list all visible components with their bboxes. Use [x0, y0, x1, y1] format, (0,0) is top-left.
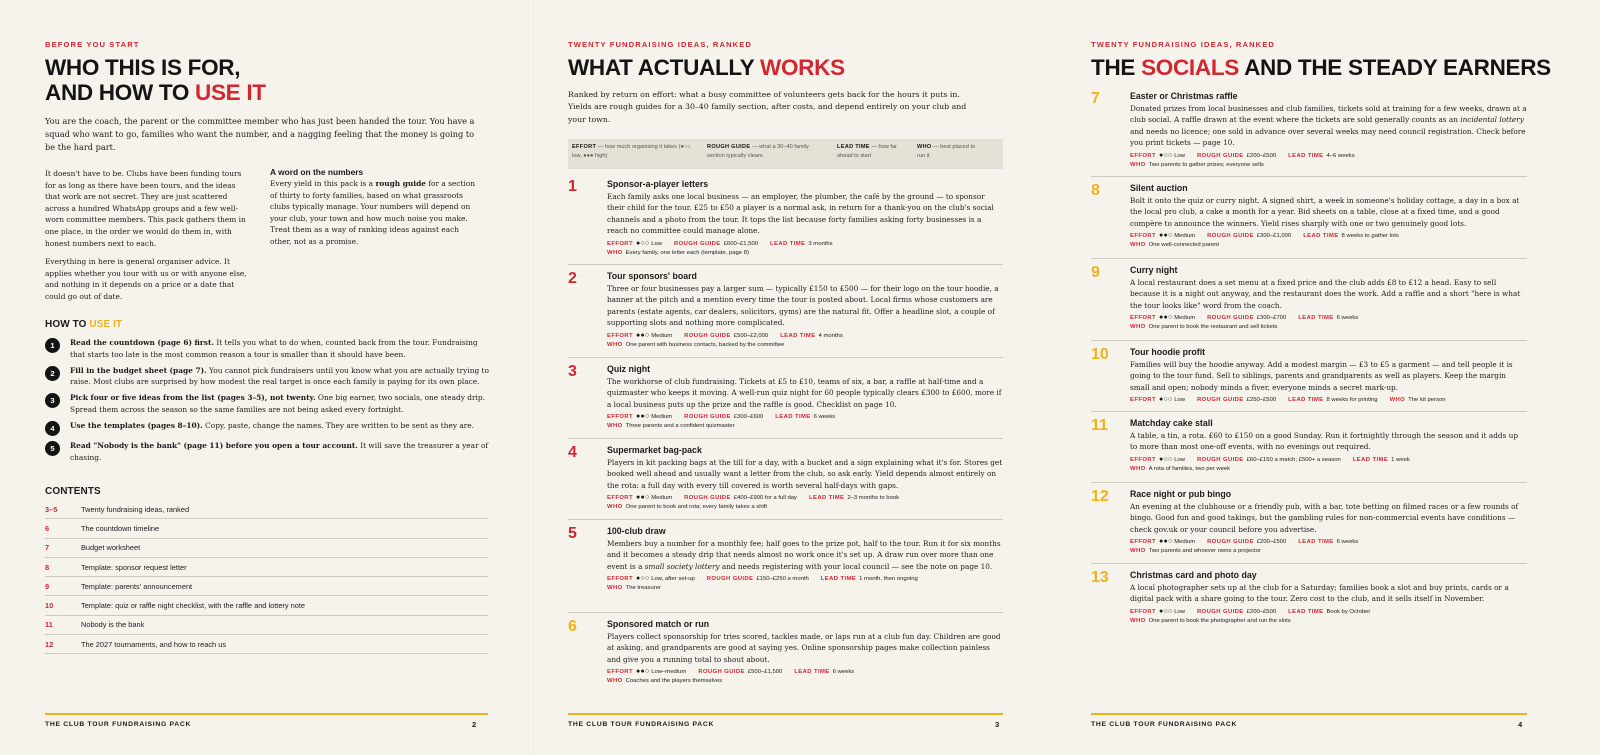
idea-who: WHO One parent with business contacts, backed by the committee — [607, 341, 785, 348]
title-highlight: SOCIALS — [1141, 55, 1239, 80]
contents-row[interactable]: 9 Template: parents' announcement — [45, 577, 488, 596]
idea-meta: EFFORT ●○○ Low ROUGH GUIDE £200–£500 LEAD TIME Book by October — [1130, 607, 1371, 615]
legend-lead: LEAD TIME — how far ahead to start — [837, 144, 897, 159]
idea-rank: 12 — [1091, 488, 1109, 505]
title-line-1: WHO THIS IS FOR, — [45, 55, 241, 80]
contents-row[interactable]: 12 The 2027 tournaments, and how to reach us — [45, 635, 488, 654]
idea-meta: EFFORT ●●○ Medium ROUGH GUIDE £300–£700 LEAD TIME 6 weeks — [1130, 314, 1359, 322]
contents-row[interactable]: 6 The countdown timeline — [45, 519, 488, 538]
legend-effort: EFFORT — how much organising it takes (●○○ low, ●●● high) — [572, 144, 691, 159]
idea-rank: 4 — [568, 444, 577, 461]
divider — [568, 612, 1003, 613]
footer-title: THE CLUB TOUR FUNDRAISING PACK — [1091, 721, 1238, 728]
idea-description: An evening at the clubhouse or a friendly pub, with a bar, tote betting on filmed races or a few rounds of bingo. Good fun and good takings, but the gambling rules for non-commercial events have conditions — check gov.uk or your council before you advertise. — [1130, 502, 1519, 534]
idea-title: Quiz night — [607, 364, 650, 374]
contents-row[interactable]: 7 Budget worksheet — [45, 539, 488, 558]
idea-description: A local restaurant does a set menu at a fixed price and the club adds £8 to £12 a head. Easy to sell because it is a night out anyway, and the restaurant does the work. Add a raffle and a short "here is what the tour looks like" word from the coach. — [1130, 278, 1521, 310]
divider — [1091, 258, 1527, 259]
idea-rank: 11 — [1091, 417, 1108, 434]
contents-row[interactable]: 3–5 Twenty fundraising ideas, ranked — [45, 500, 488, 519]
idea-meta: EFFORT ●●○ Medium ROUGH GUIDE £500–£2,000 LEAD TIME 4 months — [607, 331, 843, 339]
step-item: 1 Read the countdown (page 6) first. It tells you what to do when, counted back from the tour. Fundraising that starts too late is the most common reason a tour is smaller than it should have been. — [45, 337, 495, 361]
lead-paragraph: Ranked by return on effort: what a busy committee of volunteers gets back for the hours it puts in. Yields are rough guides for a 30–40 family section, after costs, and depend entirely on your club and your town. — [568, 90, 967, 124]
step-item: 5 Read "Nobody is the bank" (page 11) before you open a tour account. It will save the treasurer a year of chasing. — [45, 440, 495, 464]
idea-description: Donated prizes from local businesses and club families, tickets sold at training for a few weeks, drawn at a club social. A raffle drawn at the event where the tickets are sold generally counts as an incidental lottery and needs no licence; one sold in advance over several weeks may need council registration. Check before you print tickets — page 10. — [1130, 104, 1527, 148]
idea-who: WHO Two parents to gather prizes; everyone sells — [1130, 161, 1264, 168]
idea-who: WHO One parent to book the photographer and run the slots — [1130, 617, 1291, 624]
idea-title: Race night or pub bingo — [1130, 489, 1232, 499]
page-number: 4 — [1518, 720, 1523, 729]
page-kicker: TWENTY FUNDRAISING IDEAS, RANKED — [568, 40, 752, 49]
idea-description: A local photographer sets up at the club for a Saturday; families book a slot and buy prints, cards or a digital pack with a share going to the tour. Zero cost to the club, and it sells itself in November. — [1130, 583, 1509, 604]
title-line-2: AND HOW TO USE IT — [45, 80, 266, 105]
idea-rank: 5 — [568, 525, 577, 542]
footer-rule — [1091, 713, 1527, 715]
idea-rank: 7 — [1091, 90, 1100, 107]
idea-rank: 10 — [1091, 346, 1109, 363]
contents-list — [45, 500, 488, 654]
intro-paragraph-1: It doesn't have to be. Clubs have been funding tours for as long as there have been tours, and the ideas that work are not secret. They are just scattered across a hundred WhatsApp groups and a few well-worn committee members. This pack gathers them in one place, in the order we would do them in, with honest numbers next to each. — [45, 169, 246, 248]
legend-box — [568, 139, 1003, 169]
idea-meta: EFFORT ●●○ Medium ROUGH GUIDE £400–£900 for a full day LEAD TIME 2–3 months to book — [607, 494, 900, 502]
title-highlight: WORKS — [760, 55, 845, 80]
page-title: THE SOCIALS AND THE STEADY EARNERS — [1091, 55, 1551, 80]
footer-rule — [568, 713, 1003, 715]
howto-heading: HOW TO USE IT — [45, 319, 123, 330]
idea-description: Families will buy the hoodie anyway. Add a modest margin — £3 to £5 a garment — and tell people it is going to the tour fund. Sell to siblings, parents and grandparents as well as players. Keep the margin small and open; nobody minds a fiver, everyone minds a secret mark-up. — [1130, 360, 1513, 392]
idea-title: Silent auction — [1130, 183, 1188, 193]
divider — [1091, 176, 1527, 177]
idea-meta: EFFORT ●●○ Medium ROUGH GUIDE £300–£1,000 LEAD TIME 8 weeks to gather lots — [1130, 232, 1399, 240]
idea-meta: EFFORT ●○○ Low ROUGH GUIDE £600–£1,500 LEAD TIME 3 months — [607, 239, 833, 247]
intro-column — [45, 168, 252, 303]
idea-who: WHO Every family, one letter each (template, page 8) — [607, 249, 749, 256]
idea-meta: EFFORT ●○○ Low ROUGH GUIDE £250–£500 LEAD TIME 8 weeks for printing WHO The kit person — [1130, 396, 1446, 404]
idea-rank: 2 — [568, 270, 577, 287]
idea-description: The workhorse of club fundraising. Tickets at £5 to £10, teams of six, a bar, a raffle at half-time and a quizmaster who keeps it moving. A well-run quiz night for 60 people typically clears £300 to £600, more if a local business puts up the prize and the raffle is good. Checklist on page 10. — [607, 377, 1002, 409]
idea-description: Each family asks one local business — an employer, the plumber, the café by the ground — to sponsor their child for the tour. £25 to £50 a player is a normal ask, in return for a thank-you on the club's social channels and a photo from the tour. It tops the list because forty families asking forty businesses is a reach no committee could manage alone. — [607, 192, 994, 236]
page-number: 2 — [472, 720, 477, 729]
footer-title: THE CLUB TOUR FUNDRAISING PACK — [45, 721, 192, 728]
idea-description: Players in kit packing bags at the till for a day, with a bucket and a sign explaining what it's for. Stores get booked well ahead and usually want a letter from the club, so ask early. Yield depends almost entirely on the rota: a full day with every till covered is worth several half-days with gaps. — [607, 458, 1003, 490]
page-number: 3 — [995, 720, 1000, 729]
idea-meta: EFFORT ●●○ Medium ROUGH GUIDE £300–£600 LEAD TIME 6 weeks — [607, 413, 836, 421]
step-number: 1 — [45, 338, 60, 353]
contents-row[interactable]: 10 Template: quiz or raffle night checklist, with the raffle and lottery note — [45, 596, 488, 615]
aside-text: Every yield in this pack is a rough guide for a section of thirty to forty families, based on what grassroots clubs typically manage. Your numbers will depend on your club, your town and how much noise you make. Treat them as a way of ranking ideas against each other, not as a promise. — [270, 179, 475, 246]
idea-who: WHO One well-connected parent — [1130, 242, 1220, 249]
idea-who: WHO The treasurer — [607, 585, 661, 592]
idea-title: Christmas card and photo day — [1130, 570, 1257, 580]
divider — [568, 357, 1003, 358]
step-item: 3 Pick four or five ideas from the list (pages 3–5), not twenty. One big earner, two socials, one steady drip. Spread them across the season so the same families are not being asked every fortnight. — [45, 392, 495, 416]
idea-title: Sponsored match or run — [607, 619, 710, 629]
idea-title: Supermarket bag-pack — [607, 445, 702, 455]
divider — [568, 519, 1003, 520]
idea-description: A table, a tin, a rota. £60 to £150 on a good Sunday. Run it fortnightly through the season and it adds up to more than most one-off events, with no evenings out required. — [1130, 431, 1519, 452]
divider — [568, 264, 1003, 265]
divider — [1091, 411, 1527, 412]
idea-who: WHO Three parents and a confident quizmaster — [607, 423, 735, 430]
step-item: 4 Use the templates (pages 8–10). Copy, paste, change the names. They are written to be sent as they are. — [45, 420, 495, 436]
idea-who: WHO One parent to book the restaurant and sell tickets — [1130, 324, 1278, 331]
intro-paragraph-2: Everything in here is general organiser advice. It applies whether you tour with us or with anyone else, and nothing in it depends on a price or a date that could go out of date. — [45, 257, 247, 301]
idea-description: Three or four businesses pay a larger sum — typically £150 to £500 — for their logo on the tour hoodie, a banner at the pitch and a mention every time the tour is posted about. Local firms whose customers are parents (estate agents, car dealers, solicitors, gyms) are the natural fit. Offer a headline slot, a couple of supporting slots and nothing more complicated. — [607, 284, 999, 328]
idea-title: Curry night — [1130, 265, 1178, 275]
divider — [1091, 482, 1527, 483]
idea-rank: 6 — [568, 618, 577, 635]
footer-rule — [45, 713, 488, 715]
idea-title: 100-club draw — [607, 526, 666, 536]
idea-meta: EFFORT ●○○ Low, after set-up ROUGH GUIDE £150–£250 a month LEAD TIME 1 month, then ongoing — [607, 575, 918, 583]
idea-title: Sponsor-a-player letters — [607, 179, 709, 189]
idea-description: Players collect sponsorship for tries scored, tackles made, or laps run at a club fun day. Children are good at asking, and grandparents are good at saying yes. Online sponsorship pages make collection painless and give you a running total to shout about. — [607, 632, 1001, 664]
idea-rank: 1 — [568, 178, 577, 195]
legend-who: WHO — best placed to run it — [917, 144, 976, 159]
divider — [568, 438, 1003, 439]
footer-title: THE CLUB TOUR FUNDRAISING PACK — [568, 721, 715, 728]
step-number: 3 — [45, 393, 60, 408]
numbers-aside — [270, 166, 482, 248]
page-kicker: TWENTY FUNDRAISING IDEAS, RANKED — [1091, 40, 1275, 49]
idea-rank: 9 — [1091, 264, 1100, 281]
idea-meta: EFFORT ●●○ Medium ROUGH GUIDE £200–£500 LEAD TIME 6 weeks — [1130, 538, 1359, 546]
page-kicker: BEFORE YOU START — [45, 40, 140, 49]
idea-title: Easter or Christmas raffle — [1130, 91, 1238, 101]
legend-guide: ROUGH GUIDE — what a 30–40 family section typically clears — [707, 144, 809, 159]
idea-who: WHO Two parents and whoever owns a projector — [1130, 548, 1261, 555]
idea-description: Members buy a number for a monthly fee; half goes to the prize pot, half to the tour. Run it for six months and it becomes a steady drip that needs almost no work once it's set up. A draw run over more than one event is a small society lottery and needs registering with your local council — see the note on page 10. — [607, 539, 1001, 571]
page-title: WHAT ACTUALLY WORKS — [568, 55, 845, 80]
page-title — [45, 55, 266, 105]
idea-who: WHO Coaches and the players themselves — [607, 678, 723, 685]
idea-meta: EFFORT ●●○ Low–medium ROUGH GUIDE £500–£1,500 LEAD TIME 6 weeks — [607, 668, 855, 676]
page-2 — [0, 0, 533, 755]
contents-row[interactable]: 8 Template: sponsor request letter — [45, 558, 488, 577]
page-3 — [534, 0, 1067, 755]
idea-rank: 3 — [568, 363, 577, 380]
howto-steps — [45, 337, 495, 467]
step-number: 2 — [45, 366, 60, 381]
idea-title: Tour sponsors' board — [607, 271, 697, 281]
contents-heading: CONTENTS — [45, 486, 101, 497]
idea-title: Tour hoodie profit — [1130, 347, 1206, 357]
title-highlight: USE IT — [195, 80, 266, 105]
lead-paragraph: You are the coach, the parent or the committee member who has just been handed the tour. You have a squad who want to go, families who want the number, and a nagging feeling that the money is going to be the hard part. — [45, 116, 475, 153]
divider — [1091, 340, 1527, 341]
page-4 — [1067, 0, 1600, 755]
aside-title: A word on the numbers — [270, 167, 364, 177]
idea-meta: EFFORT ●○○ Low ROUGH GUIDE £60–£150 a match; £500+ a season LEAD TIME 1 week — [1130, 455, 1410, 463]
idea-rank: 8 — [1091, 182, 1100, 199]
idea-who: WHO A rota of families, two per week — [1130, 465, 1231, 472]
divider — [1091, 563, 1527, 564]
step-number: 4 — [45, 421, 60, 436]
idea-title: Matchday cake stall — [1130, 418, 1213, 428]
contents-row[interactable]: 11 Nobody is the bank — [45, 616, 488, 635]
idea-rank: 13 — [1091, 569, 1109, 586]
step-item: 2 Fill in the budget sheet (page 7). You cannot pick fundraisers until you know what you are actually trying to raise. Most clubs are surprised by how modest the real target is once each family is paying for its own place. — [45, 365, 495, 389]
idea-description: Bolt it onto the quiz or curry night. A signed shirt, a week in someone's holiday cottage, a day in a box at the local pro club, a cake a month for a year. Bid sheets on a table, close at a fixed time, and a good compère to announce the winners. Yield rises sharply with one or two genuinely good lots. — [1130, 196, 1520, 228]
idea-who: WHO One parent to book and rota; every family takes a shift — [607, 504, 768, 511]
step-number: 5 — [45, 441, 60, 456]
idea-meta: EFFORT ●○○ Low ROUGH GUIDE £200–£500 LEAD TIME 4–6 weeks — [1130, 151, 1355, 159]
